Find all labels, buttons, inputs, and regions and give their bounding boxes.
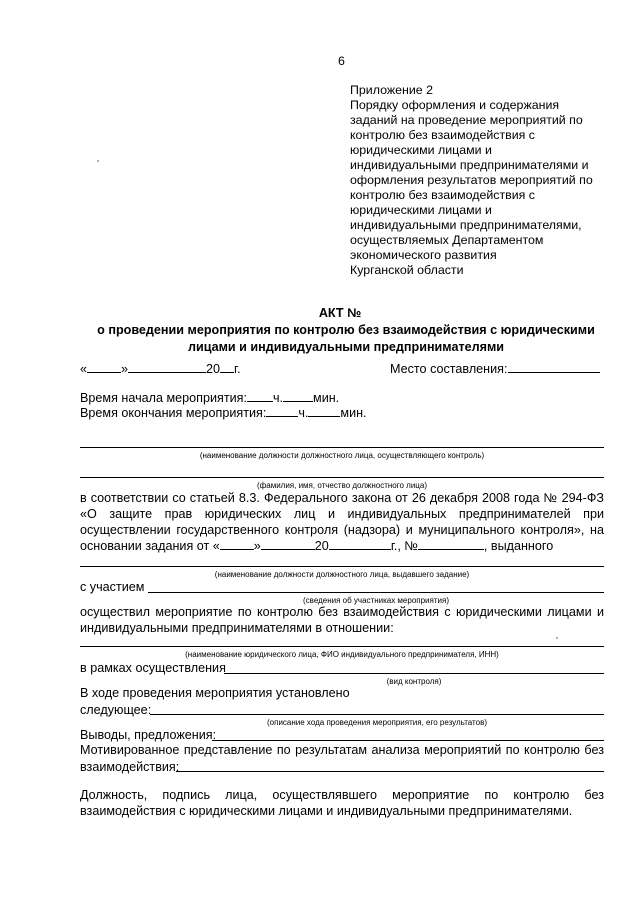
appendix-line: заданий на проведение мероприятий по — [350, 113, 583, 127]
place-field[interactable] — [390, 361, 600, 377]
caption-full-name: (фамилия, имя, отчество должностного лица) — [257, 481, 427, 490]
start-hours-blank[interactable] — [247, 390, 273, 402]
minutes-unit: мин. — [340, 406, 367, 420]
basis-month-blank[interactable] — [261, 538, 315, 550]
hours-unit: ч. — [298, 406, 309, 420]
performed-line: индивидуальными предпринимателями в отношении: — [80, 621, 394, 635]
caption-participants: (сведения об участниках мероприятия) — [303, 596, 449, 605]
appendix-line: оформления результатов мероприятий по — [350, 173, 593, 187]
caption-issuer: (наименование должности должностного лица, выдавшего задание) — [214, 570, 470, 579]
motivated-text: Мотивированное представление по результатам анализа мероприятий по контролю без — [80, 743, 604, 757]
caption-entity: (наименование юридического лица, ФИО индивидуального предпринимателя, ИНН) — [185, 650, 499, 659]
participation-label: с участием — [80, 580, 145, 594]
full-name-line[interactable] — [80, 477, 604, 478]
minutes-unit: мин. — [313, 391, 340, 405]
date-day-blank[interactable] — [87, 361, 121, 373]
scan-speck — [556, 637, 558, 639]
appendix-line: контролю без взаимодействия с — [350, 188, 535, 202]
issuer-line[interactable] — [80, 566, 604, 567]
performed-paragraph — [80, 604, 604, 636]
performed-line: осуществил мероприятие по контролю без взаимодействия с юридическими лицами и — [80, 605, 604, 619]
date-close-quote: » — [121, 362, 129, 376]
basis-number-label: г., № — [390, 539, 418, 553]
scan-speck — [97, 160, 99, 162]
date-open-quote: « — [80, 362, 88, 376]
place-blank[interactable] — [508, 361, 600, 373]
appendix-line: Курганской области — [350, 263, 464, 277]
basis-close-quote: » — [253, 539, 261, 553]
established-line1: В ходе проведения мероприятия установлено — [80, 686, 350, 700]
official-position-line[interactable] — [80, 447, 604, 448]
caption-official-position: (наименование должности должностного лица, осуществляющего контроль) — [199, 451, 485, 460]
conclusions-label: Выводы, предложения: — [80, 728, 217, 742]
end-minutes-blank[interactable] — [308, 405, 340, 417]
start-time-field[interactable] — [80, 390, 339, 406]
conclusions-line[interactable] — [212, 740, 604, 741]
law-paragraph — [80, 490, 604, 538]
established-line2: следующее: — [80, 703, 152, 717]
caption-description: (описание хода проведения мероприятия, его результатов) — [267, 718, 487, 727]
end-time-field[interactable] — [80, 405, 367, 421]
date-year-prefix: 20 — [206, 362, 221, 376]
appendix-block — [350, 83, 593, 278]
entity-line[interactable] — [80, 646, 604, 647]
motivated-line1 — [80, 742, 604, 758]
date-suffix: г. — [234, 362, 241, 376]
description-line[interactable] — [150, 714, 604, 715]
hours-unit: ч. — [272, 391, 284, 405]
act-subtitle-line1: о проведении мероприятия по контролю без взаимодействия с юридическими — [97, 323, 595, 337]
basis-year-prefix: 20 — [314, 539, 329, 553]
date-month-blank[interactable] — [128, 361, 206, 373]
start-minutes-blank[interactable] — [283, 390, 313, 402]
appendix-line: Порядку оформления и содержания — [350, 98, 560, 112]
law-line: в соответствии со статьей 8.3. Федерального закона от 26 декабря 2008 года № 294-ФЗ — [80, 491, 604, 505]
signature-paragraph — [80, 787, 604, 819]
appendix-line: контролю без взаимодействия с — [350, 128, 535, 142]
appendix-line: осуществляемых Департаментом — [350, 233, 544, 247]
law-line: «О защите прав юридических лиц и индивидуальных предпринимателей при — [80, 507, 604, 521]
signature-line: Должность, подпись лица, осуществлявшего мероприятие по контролю без — [80, 788, 604, 802]
motivated-blank-line[interactable] — [176, 771, 604, 772]
page-number: 6 — [338, 54, 345, 68]
signature-line: взаимодействия с юридическими лицами и индивидуальными предпринимателями. — [80, 804, 573, 818]
appendix-line: экономического развития — [350, 248, 497, 262]
control-type-line[interactable] — [224, 673, 604, 674]
date-year-blank[interactable] — [220, 361, 234, 373]
participation-line[interactable] — [148, 592, 604, 593]
end-hours-blank[interactable] — [266, 405, 298, 417]
motivated-line2: взаимодействия: — [80, 760, 180, 774]
framework-label: в рамках осуществления — [80, 661, 226, 675]
place-label: Место составления: — [390, 362, 508, 376]
caption-control-type: (вид контроля) — [386, 677, 442, 686]
basis-field[interactable] — [80, 538, 553, 554]
basis-issued-label: , выданного — [483, 539, 554, 553]
appendix-line: индивидуальными предпринимателями, — [350, 218, 582, 232]
appendix-line: индивидуальными предпринимателями и — [350, 158, 589, 172]
act-title: АКТ № — [318, 306, 362, 320]
basis-day-blank[interactable] — [220, 538, 254, 550]
appendix-line: юридическими лицами и — [350, 203, 492, 217]
appendix-line: юридическими лицами и — [350, 143, 492, 157]
end-time-label: Время окончания мероприятия: — [80, 406, 267, 420]
date-field[interactable] — [80, 361, 241, 377]
act-subtitle-line2: лицами и индивидуальными предпринимателями — [187, 340, 505, 354]
start-time-label: Время начала мероприятия: — [80, 391, 247, 405]
law-line: осуществлении государственного контроля (надзора) и муниципального контроля», на — [80, 523, 604, 537]
basis-number-blank[interactable] — [418, 538, 484, 550]
appendix-line: Приложение 2 — [350, 83, 434, 97]
basis-year-blank[interactable] — [329, 538, 391, 550]
basis-prefix: основании задания от « — [80, 539, 220, 553]
